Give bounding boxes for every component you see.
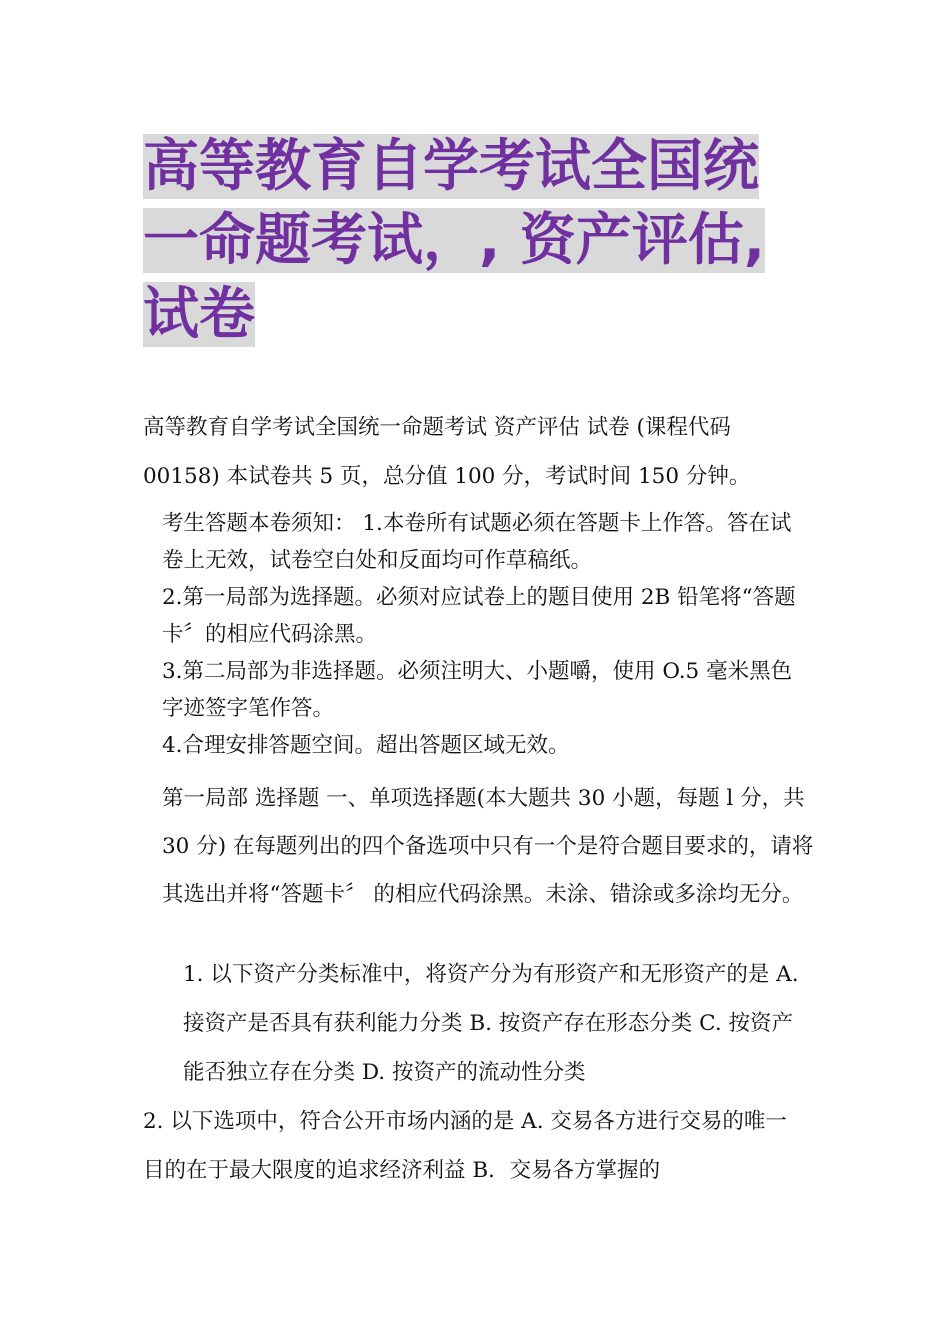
question-list	[143, 950, 808, 1195]
document-title	[143, 130, 808, 352]
notice-line-4: 4.合理安排答题空间。超出答题区域无效。	[162, 733, 570, 758]
notice-line-1: 考生答题本卷须知： 1.本卷所有试题必须在答题卡上作答。答在试卷上无效，试卷空白处和反面均可作草稿纸。	[162, 511, 792, 573]
candidate-notice	[143, 505, 808, 764]
notice-line-2: 2.第一局部为选择题。必须对应试卷上的题目使用 2B 铅笔将“答题卡〞的相应代码涂黑。	[162, 585, 796, 647]
document-title-text: 高等教育自学考试全国统一命题考试，, 资产评估, 试卷	[143, 134, 766, 347]
question-1: 1. 以下资产分类标准中，将资产分为有形资产和无形资产的是 A. 接资产是否具有获利能力分类 B. 按资产存在形态分类 C. 按资产能否独立存在分类 D. 按资产的流动性分类	[183, 962, 799, 1085]
intro-paragraph: 高等教育自学考试全国统一命题考试 资产评估 试卷 (课程代码 00158) 本试卷共 5 页，总分值 100 分，考试时间 150 分钟。	[143, 415, 751, 489]
section-instructions: 第一局部 选择题 一、单项选择题(本大题共 30 小题，每题 l 分，共 30 分) 在每题列出的四个备选项中只有一个是符合题目要求的，请将其选出并将“答题卡〞 的相应代码涂黑。未涂、错涂或多涂均无分。	[162, 786, 814, 907]
question-2: 2. 以下选项中，符合公开市场内涵的是 A. 交易各方进行交易的唯一目的在于最大限度的追求经济利益 B．交易各方掌握的	[143, 1109, 787, 1183]
notice-line-3: 3.第二局部为非选择题。必须注明大、小题嚼，使用 O.5 毫米黑色字迹签字笔作答。	[162, 659, 793, 721]
